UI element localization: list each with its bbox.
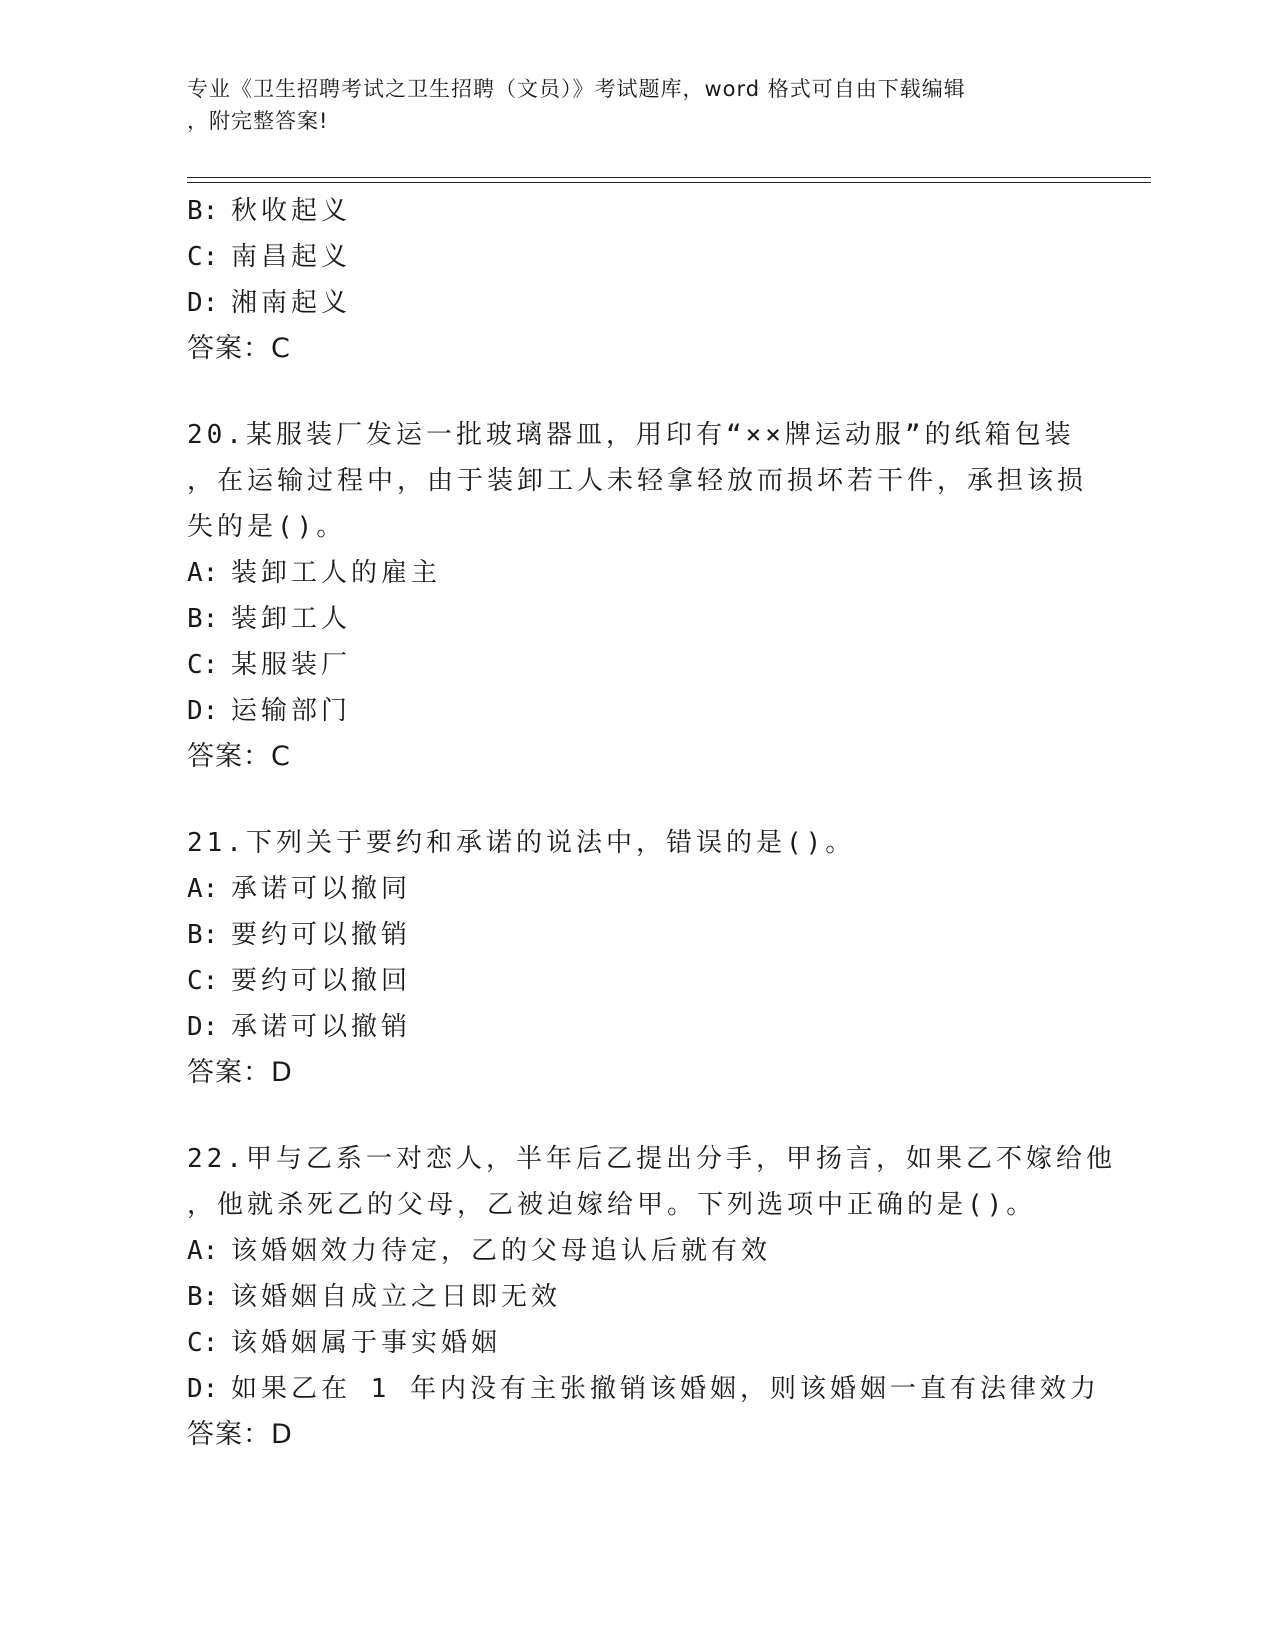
- option-d: D: 运输部门: [187, 696, 352, 726]
- option-d: D: 承诺可以撤销: [187, 1012, 412, 1042]
- header-divider-top: [187, 177, 1151, 178]
- question-stem-line: ，在运输过程中，由于装卸工人未轻拿轻放而损坏若干件，承担该损: [187, 466, 1088, 496]
- option-c: C: 该婚姻属于事实婚姻: [187, 1328, 502, 1358]
- option-c: C: 要约可以撤回: [187, 966, 412, 996]
- question-19: [187, 188, 1137, 372]
- header-line-1: 专业《卫生招聘考试之卫生招聘（文员）》考试题库，word 格式可自由下载编辑: [187, 77, 966, 101]
- option-d: D: 如果乙在 1 年内没有主张撤销该婚姻，则该婚姻一直有法律效力: [187, 1374, 1100, 1404]
- answer: 答案：C: [187, 741, 291, 772]
- answer: 答案：D: [187, 1057, 293, 1088]
- header-divider-bottom: [187, 182, 1151, 183]
- question-stem-line: 失的是()。: [187, 512, 347, 542]
- option-b: B: 要约可以撤销: [187, 920, 412, 950]
- question-stem-line: 20.某服装厂发运一批玻璃器皿，用印有“××牌运动服”的纸箱包装: [187, 420, 1075, 450]
- question-stem-line: 22.甲与乙系一对恋人，半年后乙提出分手，甲扬言，如果乙不嫁给他: [187, 1144, 1116, 1174]
- answer: 答案：C: [187, 333, 291, 364]
- question-list: [187, 188, 1137, 1458]
- header-line-2: ，附完整答案!: [187, 109, 329, 133]
- question-22: [187, 1136, 1137, 1458]
- option-c: C: 某服装厂: [187, 650, 352, 680]
- option-a: A: 装卸工人的雇主: [187, 558, 442, 588]
- option-b: B: 秋收起义: [187, 196, 352, 226]
- question-20: [187, 412, 1137, 780]
- document-header: [187, 73, 1067, 137]
- question-stem-line: 21.下列关于要约和承诺的说法中，错误的是()。: [187, 828, 856, 858]
- option-b: B: 该婚姻自成立之日即无效: [187, 1282, 562, 1312]
- option-a: A: 该婚姻效力待定，乙的父母追认后就有效: [187, 1236, 772, 1266]
- option-d: D: 湘南起义: [187, 288, 352, 318]
- option-c: C: 南昌起义: [187, 242, 352, 272]
- question-stem-line: ，他就杀死乙的父母，乙被迫嫁给甲。下列选项中正确的是()。: [187, 1190, 1037, 1220]
- question-21: [187, 820, 1137, 1096]
- option-b: B: 装卸工人: [187, 604, 352, 634]
- option-a: A: 承诺可以撤同: [187, 874, 412, 904]
- answer: 答案：D: [187, 1419, 293, 1450]
